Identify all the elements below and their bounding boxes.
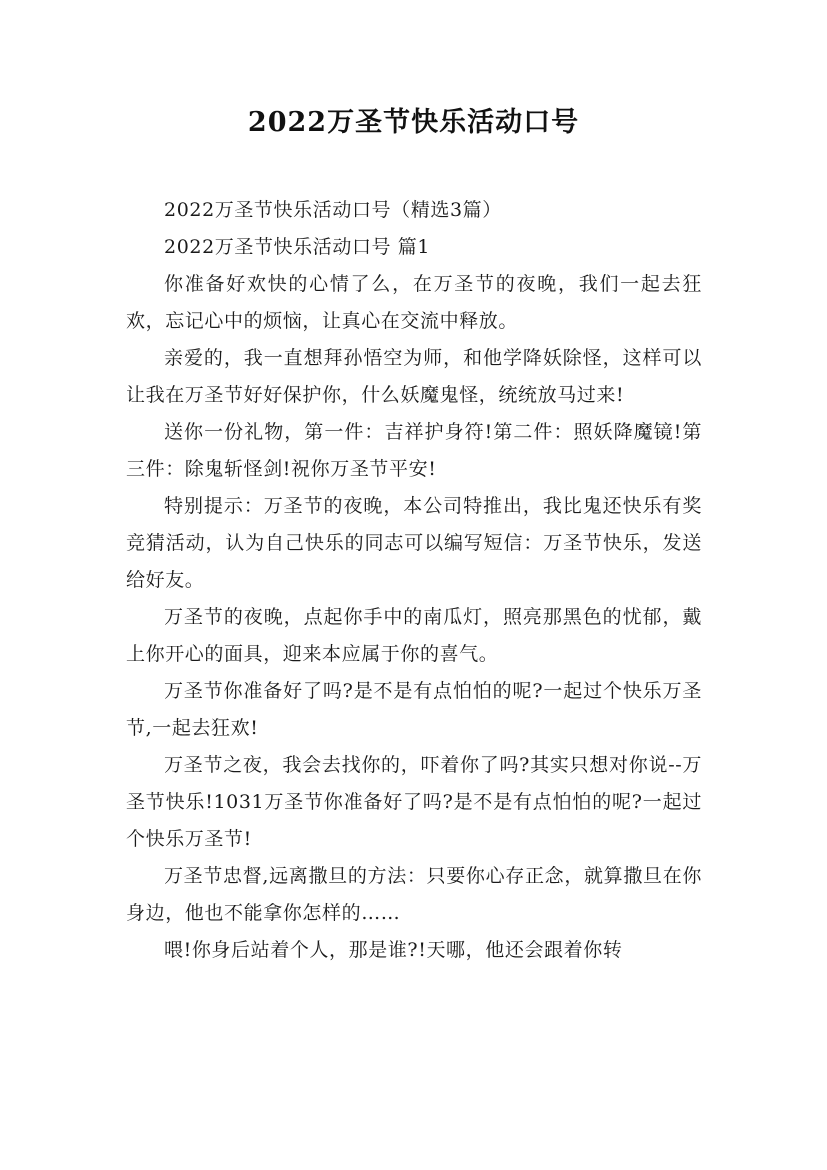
document-title: 2022万圣节快乐活动口号: [247, 107, 580, 138]
paragraph: 你准备好欢快的心情了么，在万圣节的夜晚，我们一起去狂欢，忘记心中的烦恼，让真心在交流中释放。: [126, 273, 702, 332]
paragraph-section-heading: 2022万圣节快乐活动口号 篇1: [164, 236, 431, 258]
document-body: [126, 192, 702, 969]
paragraph: 万圣节你准备好了吗?是不是有点怕怕的呢?一起过个快乐万圣节,一起去狂欢!: [126, 680, 702, 739]
paragraph: 万圣节的夜晚，点起你手中的南瓜灯，照亮那黑色的忧郁，戴上你开心的面具，迎来本应属于你的喜气。: [126, 606, 702, 665]
paragraph: 特别提示：万圣节的夜晚，本公司特推出，我比鬼还快乐有奖竞猜活动，认为自己快乐的同志可以编写短信：万圣节快乐，发送给好友。: [126, 495, 702, 591]
paragraph: 喂!你身后站着个人，那是谁?!天哪，他还会跟着你转: [164, 939, 623, 961]
paragraph: 万圣节忠督,远离撒旦的方法：只要你心存正念，就算撒旦在你身边，他也不能拿你怎样的……: [126, 865, 702, 924]
paragraph: 送你一份礼物，第一件：吉祥护身符!第二件：照妖降魔镜!第三件：除鬼斩怪剑!祝你万圣节平安!: [126, 421, 702, 480]
paragraph: 亲爱的，我一直想拜孙悟空为师，和他学降妖除怪，这样可以让我在万圣节好好保护你，什么妖魔鬼怪，统统放马过来!: [126, 347, 702, 406]
paragraph-subtitle: 2022万圣节快乐活动口号（精选3篇）: [164, 199, 502, 221]
paragraph: 万圣节之夜，我会去找你的，吓着你了吗?其实只想对你说--万圣节快乐!1031万圣节你准备好了吗?是不是有点怕怕的呢?一起过个快乐万圣节!: [126, 754, 702, 850]
